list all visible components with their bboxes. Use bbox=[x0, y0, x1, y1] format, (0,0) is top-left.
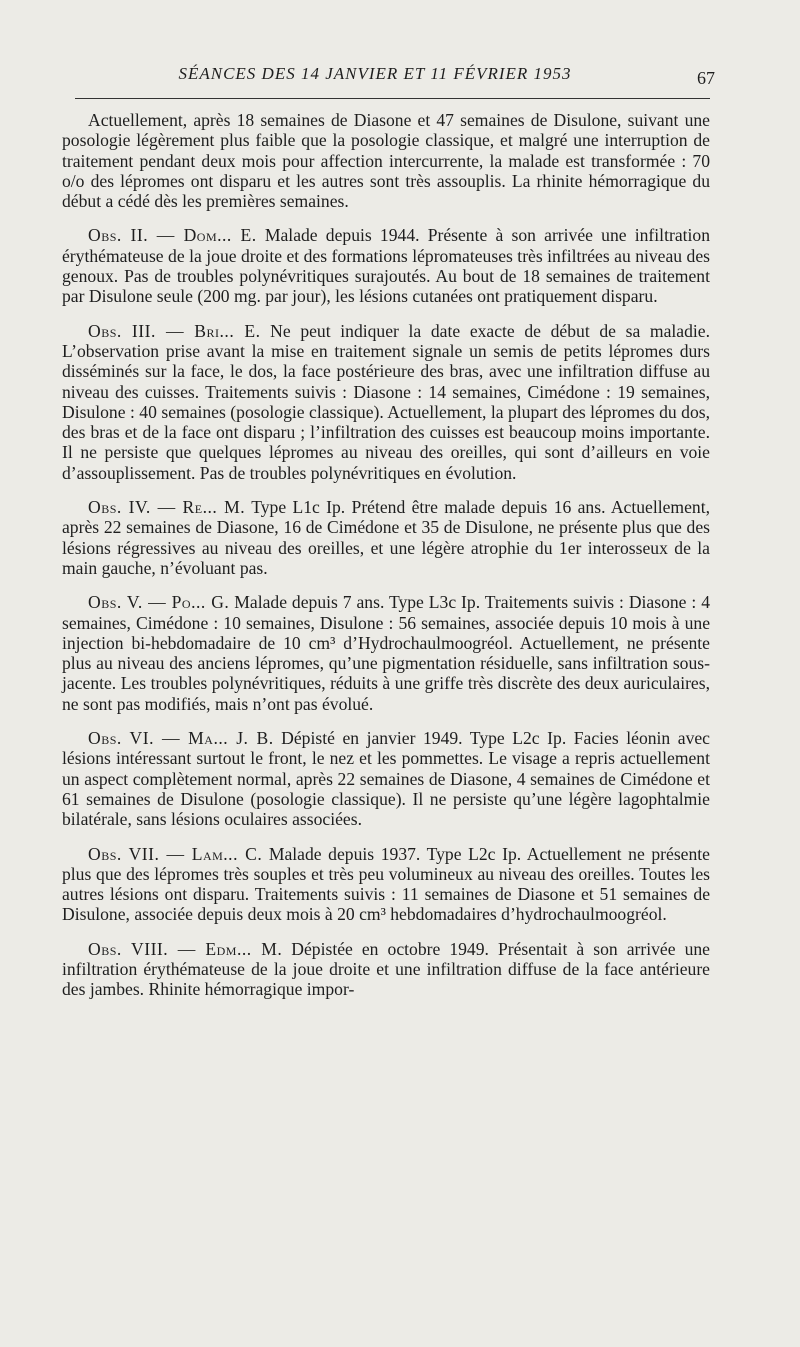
running-header bbox=[75, 62, 715, 92]
paragraph-obs-7 bbox=[62, 844, 710, 925]
paragraph-text: Malade depuis 1937. Type L2c Ip. Actuellement ne présente plus que des lépromes très souples et très peu volumineux au niveau des oreilles. Toutes les autres lésions ont disparu. Traitements suivis : 11 semaines de Diasone et 51 semaines de Disulone, associée depuis deux mois à 20 cm³ hebdomadaires d’hydrochaulmoogréol. bbox=[62, 843, 710, 925]
paragraph-obs-4 bbox=[62, 497, 710, 578]
paragraph-text: Malade depuis 1944. Présente à son arrivée une infiltration érythémateuse de la joue droite et des formations lépromateuses très infiltrées au niveau des genoux. Pas de troubles polynévritiques surajoutés. Au bout de 18 semaines de traitement par Disulone seule (200 mg. par jour), les lésions cutanées ont pratiquement disparu. bbox=[62, 225, 710, 307]
paragraph-text: Malade depuis 7 ans. Type L3c Ip. Traitements suivis : Diasone : 4 semaines, Cimédone : 10 semaines, Disulone : 56 semaines, associée depuis 10 mois à une injection bi-hebdomadaire de 10 cm³ d’Hydrochaulmoogréol. Actuellement, ne présente plus au niveau des anciens lépromes, qu’une pigmentation résiduelle, sans infiltration sous-jacente. Les troubles polynévritiques, réduits à une griffe très discrète des deux auriculaires, ne sont pas modifiés, mais n’ont pas évolué. bbox=[62, 592, 710, 714]
observation-label: Obs. VIII. — Edm... M. bbox=[88, 938, 283, 959]
paragraph-obs-3 bbox=[62, 321, 710, 483]
paragraph-obs-2 bbox=[62, 225, 710, 306]
paragraph-text: Dépisté en janvier 1949. Type L2c Ip. Facies léonin avec lésions intéressant surtout le front, le nez et les pommettes. Le visage a repris actuellement un aspect complètement normal, après 22 semaines de Diasone, 4 semaines de Cimédone et 61 semaines de Disulone (posologie classique). Il ne persiste qu’une légère lagophtalmie bilatérale, sans lésions oculaires associées. bbox=[62, 728, 710, 830]
observation-label: Obs. VII. — Lam... C. bbox=[88, 843, 263, 864]
paragraph-text: Type L1c Ip. Prétend être malade depuis 16 ans. Actuellement, après 22 semaines de Diasone, 16 de Cimédone et 35 de Disulone, ne présente plus que des lésions régressives au niveau des oreilles, et une légère atrophie du 1er interosseux de la main gauche, n’évoluant pas. bbox=[62, 497, 711, 578]
paragraph-intro bbox=[62, 110, 710, 211]
observation-label: Obs. III. — Bri... E. bbox=[88, 320, 261, 341]
observation-label: Obs. II. — Dom... E. bbox=[88, 225, 257, 246]
page-number: 67 bbox=[697, 68, 715, 88]
paragraph-text: Dépistée en octobre 1949. Présentait à son arrivée une infiltration érythémateuse de la joue droite et une infiltration diffuse de la face antérieure des jambes. Rhinite hémorragique impor- bbox=[62, 938, 710, 1000]
paragraph-obs-6 bbox=[62, 728, 710, 829]
header-title: SÉANCES DES 14 JANVIER ET 11 FÉVRIER 1953 bbox=[178, 64, 572, 83]
body-text bbox=[62, 110, 710, 1014]
paragraph-text: Ne peut indiquer la date exacte de début de sa maladie. L’observation prise avant la mise en traitement signale un semis de petits lépromes durs disséminés sur la face, le dos, la face postérieure des bras, avec une infiltration diffuse au niveau des cuisses. Traitements suivis : Diasone : 14 semaines, Cimédone : 19 semaines, Disulone : 40 semaines (posologie classique). Actuellement, la plupart des lépromes du dos, des bras et de la face ont disparu ; l’infiltration des cuisses est beaucoup moins importante. Il ne persiste que quelques lépromes au niveau des oreilles, qui sont d’ailleurs en voie d’assouplissement. Pas de troubles polynévritiques en évolution. bbox=[62, 320, 710, 483]
observation-label: Obs. IV. — Re... M. bbox=[88, 497, 246, 518]
paragraph-obs-5 bbox=[62, 592, 710, 714]
observation-label: Obs. V. — Po... G. bbox=[88, 592, 230, 613]
paragraph-text: Actuellement, après 18 semaines de Diasone et 47 semaines de Disulone, suivant une posologie légèrement plus faible que la posologie classique, et malgré une interruption de traitement pendant deux mois pour affection intercurrente, la malade est transformée : 70 o/o des lépromes ont disparu et les autres sont très assouplis. La rhinite hémorragique du début a cédé dès les premières semaines. bbox=[62, 110, 710, 212]
paragraph-obs-8 bbox=[62, 939, 710, 1000]
header-rule bbox=[75, 98, 710, 99]
observation-label: Obs. VI. — Ma... J. B. bbox=[88, 728, 274, 749]
